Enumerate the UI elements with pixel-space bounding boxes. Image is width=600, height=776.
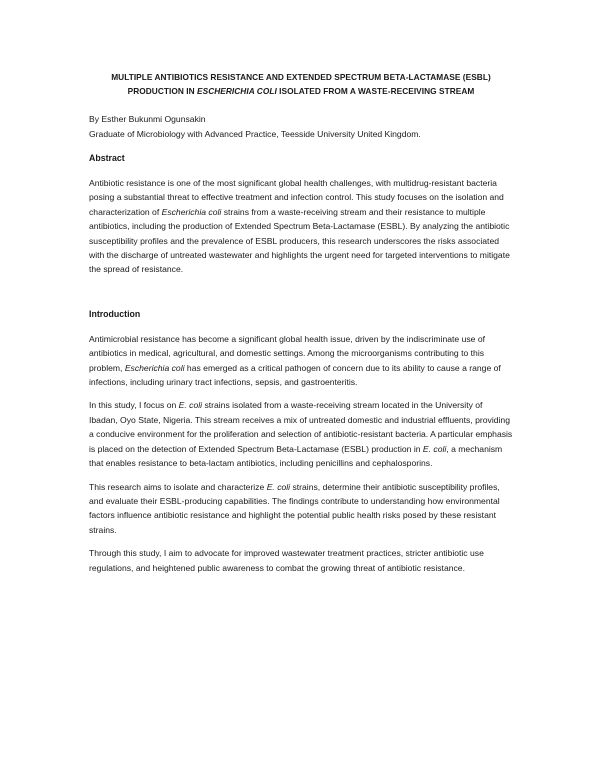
intro-p1-text-2: has emerged as a critical pathogen of concern due to its ability to cause a range of infections, including urinary tract infections, sepsis, and gastroenteritis. bbox=[89, 362, 501, 388]
intro-p3-text-1: This research aims to isolate and characterize bbox=[89, 481, 267, 492]
intro-p3-organism-italic: E. coli bbox=[266, 481, 291, 492]
title-line-1: MULTIPLE ANTIBIOTICS RESISTANCE AND EXTENDED SPECTRUM BETA-LACTAMASE (ESBL) bbox=[111, 72, 491, 82]
intro-p3-text-2: strains, determine their antibiotic susceptibility profiles, and evaluate their ESBL-producing capabilities. The findings contribute to understanding how environmental factors influence antibiotic resistance and highlight the potential public health risks posed by these resistant strains. bbox=[89, 481, 500, 535]
introduction-heading: Introduction bbox=[89, 308, 141, 319]
title-organism-italic: ESCHERICHIA COLI bbox=[197, 86, 277, 96]
abstract-heading: Abstract bbox=[89, 153, 125, 163]
introduction-paragraph-4: Through this study, I aim to advocate for improved wastewater treatment practices, stricter antibiotic use regulations, and heightened public awareness to combat the growing threat of antibiotic resistance. bbox=[89, 548, 484, 573]
document-body bbox=[89, 70, 513, 575]
intro-p2-text-1: In this study, I focus on bbox=[89, 400, 179, 411]
author-line: By Esther Bukunmi Ogunsakin bbox=[89, 114, 206, 124]
intro-p2-text-3: , a mechanism that enables resistance to beta-lactam antibiotics, including penicillins and cephalosporins. bbox=[89, 443, 503, 469]
intro-p2-text-2: strains isolated from a waste-receiving stream located in the University of Ibadan, Oyo State, Nigeria. This stream receives a mix of untreated domestic and industrial effluents, providing a conducive environment for the proliferation and selection of antibiotic-resistant bacteria. A particular emphasis is placed on the detection of Extended Spectrum Beta-Lactamase (ESBL) production in bbox=[89, 400, 513, 454]
introduction-paragraph-2 bbox=[89, 398, 513, 470]
intro-p1-text-1: Antimicrobial resistance has become a significant global health issue, driven by the indiscriminate use of antibiotics in medical, agricultural, and domestic settings. Among the microorganisms contributing to this problem, bbox=[89, 333, 485, 373]
introduction-paragraph-3 bbox=[89, 480, 513, 538]
paper-title bbox=[89, 70, 513, 98]
abstract-organism-italic: Escherichia coli bbox=[161, 206, 222, 217]
introduction-paragraph-1 bbox=[89, 332, 513, 390]
intro-p2-organism-italic-2: E. coli bbox=[422, 443, 447, 454]
intro-p2-organism-italic-1: E. coli bbox=[178, 400, 203, 411]
affiliation-line: Graduate of Microbiology with Advanced Practice, Teesside University United Kingdom. bbox=[89, 129, 421, 139]
abstract-text-part-2: strains from a waste-receiving stream and their resistance to multiple antibiotics, including the production of Extended Spectrum Beta-Lactamase (ESBL). By analyzing the antibiotic susceptibility profiles and the prevalence of ESBL producers, this research underscores the risks associated with the discharge of untreated wastewater and highlights the urgent need for targeted interventions to mitigate the spread of resistance. bbox=[89, 206, 510, 275]
title-line-2-prefix: PRODUCTION IN bbox=[127, 86, 198, 96]
abstract-text-part-1: Antibiotic resistance is one of the most significant global health challenges, with multidrug-resistant bacteria posing a substantial threat to effective treatment and infection control. This study focuses on the isolation and characterization of bbox=[89, 178, 504, 217]
abstract-paragraph bbox=[89, 176, 513, 277]
title-line-2-suffix: ISOLATED FROM A WASTE-RECEIVING STREAM bbox=[276, 86, 475, 96]
intro-p1-organism-italic: Escherichia coli bbox=[124, 362, 185, 373]
